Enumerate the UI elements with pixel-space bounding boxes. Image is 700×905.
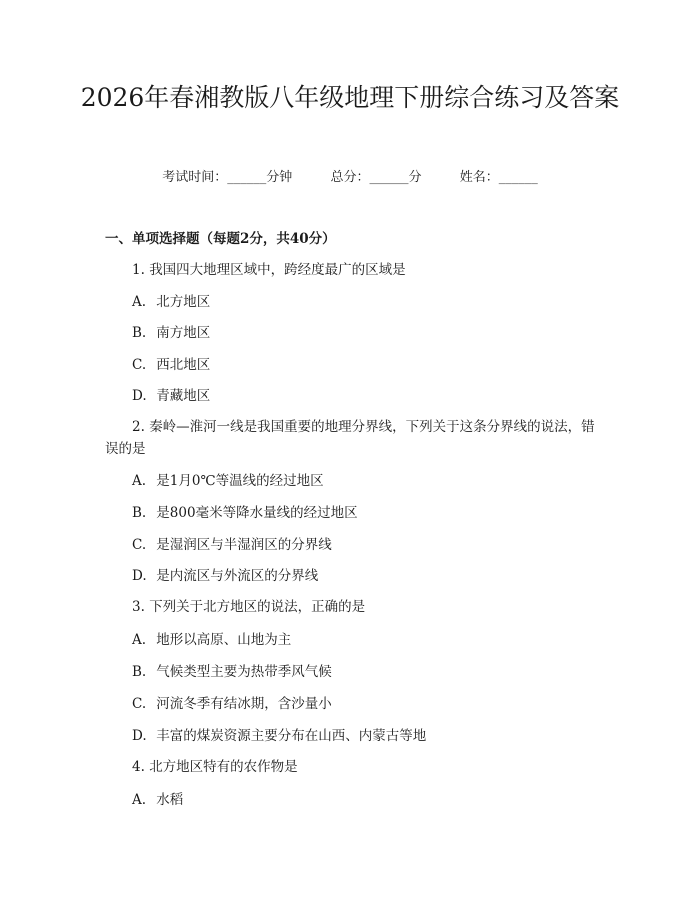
option-letter: A. (132, 632, 147, 648)
option-text: 气候类型主要为热带季风气候 (156, 664, 332, 680)
exam-time-field: 考试时间：______分钟 (162, 170, 293, 185)
q1-option-b (132, 323, 210, 343)
option-text: 地形以高原、山地为主 (156, 632, 292, 648)
question-4 (105, 756, 595, 778)
question-number: 1. (132, 262, 145, 278)
q1-option-c (132, 355, 210, 375)
option-text: 是内流区与外流区的分界线 (156, 568, 319, 584)
option-text: 是1月0℃等温线的经过地区 (156, 473, 324, 489)
question-1 (105, 259, 595, 281)
q1-option-d (132, 386, 210, 406)
option-letter: D. (132, 568, 147, 584)
question-text: 北方地区特有的农作物是 (149, 759, 298, 775)
q2-option-d (132, 566, 318, 586)
q2-option-b (132, 503, 358, 523)
option-letter: C. (132, 537, 147, 553)
option-letter: B. (132, 505, 147, 521)
q3-option-d (132, 726, 426, 746)
option-text: 丰富的煤炭资源主要分布在山西、内蒙古等地 (156, 728, 427, 744)
option-text: 河流冬季有结冰期，含沙量小 (156, 696, 332, 712)
option-letter: D. (132, 728, 147, 744)
q3-option-c (132, 694, 332, 714)
question-text: 下列关于北方地区的说法，正确的是 (149, 599, 366, 615)
option-text: 西北地区 (156, 357, 211, 373)
q1-option-a (132, 292, 210, 312)
q4-option-a (132, 790, 183, 810)
option-text: 北方地区 (156, 294, 211, 310)
total-score-field: 总分：______分 (330, 170, 422, 185)
option-text: 南方地区 (156, 325, 211, 341)
q3-option-a (132, 630, 291, 650)
option-text: 青藏地区 (156, 388, 211, 404)
q2-option-a (132, 471, 324, 491)
question-text: 我国四大地理区域中，跨经度最广的区域是 (149, 262, 406, 278)
option-letter: C. (132, 696, 147, 712)
question-3 (105, 596, 595, 618)
option-text: 是800毫米等降水量线的经过地区 (156, 505, 358, 521)
question-number: 2. (132, 419, 145, 435)
question-number: 4. (132, 759, 145, 775)
option-letter: C. (132, 357, 147, 373)
q3-option-b (132, 662, 332, 682)
option-letter: D. (132, 388, 147, 404)
option-text: 水稻 (156, 792, 184, 808)
question-text: 秦岭—淮河一线是我国重要的地理分界线，下列关于这条分界线的说法，错误的是 (105, 419, 595, 457)
option-letter: B. (132, 664, 147, 680)
q2-option-c (132, 535, 332, 555)
section-title: 一、单项选择题（每题2分，共40分） (105, 231, 336, 247)
student-name-field: 姓名：______ (459, 170, 538, 185)
option-letter: A. (132, 473, 147, 489)
page-title: 2026年春湘教版八年级地理下册综合练习及答案 (80, 83, 620, 112)
option-letter: B. (132, 325, 147, 341)
question-2 (105, 416, 595, 460)
option-letter: A. (132, 792, 147, 808)
exam-meta (0, 168, 700, 188)
option-letter: A. (132, 294, 147, 310)
option-text: 是湿润区与半湿润区的分界线 (156, 537, 332, 553)
question-number: 3. (132, 599, 145, 615)
